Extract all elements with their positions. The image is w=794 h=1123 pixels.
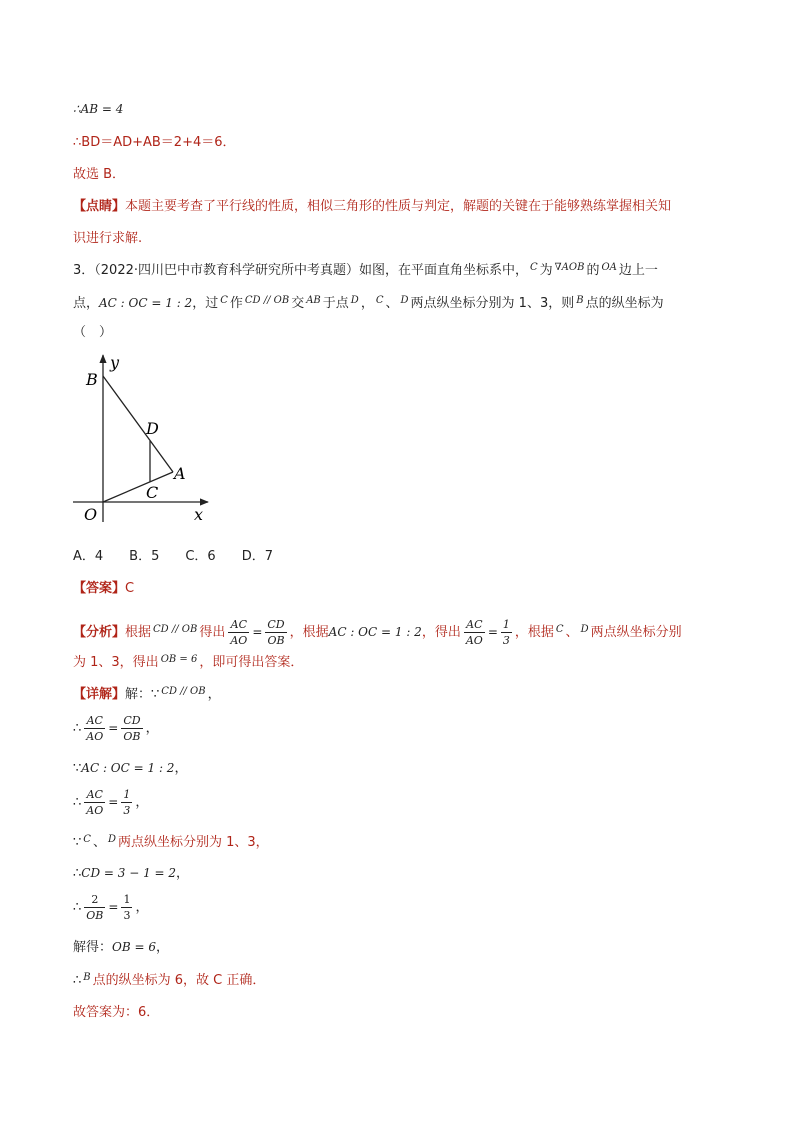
detail-text: ， <box>176 866 190 881</box>
detail-text: ， <box>207 687 221 702</box>
q-triangle-aob: ∇AOB <box>554 262 585 273</box>
frac-num: AC <box>228 617 249 633</box>
q-text: ，过 <box>192 296 219 311</box>
detail-text: 解：∵ <box>125 687 160 702</box>
expr-ab-4: ∴AB = 4 <box>73 102 124 116</box>
detail-text: 解得： <box>73 940 113 955</box>
q-text: 于点 <box>322 296 349 311</box>
var-d: D <box>107 834 116 845</box>
analysis-text: ，根据 <box>514 625 554 640</box>
frac-num: AC <box>84 713 105 729</box>
q-text: 边上一 <box>618 263 658 278</box>
q-text: 为 <box>539 263 553 278</box>
q-var-d: D <box>350 295 359 306</box>
detail-text: ， <box>156 940 170 955</box>
options-line: A．4 B．5 C．6 D．7 <box>73 549 273 564</box>
question-line-1 <box>73 262 658 281</box>
dianjing-tag: 【点睛】 <box>73 199 126 214</box>
analysis-text: 为 1、3，得出 <box>73 655 159 670</box>
detail-parallel: CD // OB <box>161 686 206 697</box>
label-y: y <box>110 353 120 372</box>
var-b: B <box>83 972 91 983</box>
equals-sign: = <box>108 900 119 914</box>
analysis-line-2 <box>73 654 303 673</box>
answer-value: C <box>125 581 135 596</box>
detail-line-8 <box>73 938 169 957</box>
detail-text: 两点纵坐标分别为 1、3， <box>117 835 269 850</box>
var-c: C <box>555 624 564 635</box>
equals-sign: = <box>108 721 119 735</box>
dianjing-text-1: 本题主要考查了平行线的性质，相似三角形的性质与判定，解题的关键在于能够熟练掌握相关知 <box>125 199 672 214</box>
question-blank: （ ） <box>73 325 113 340</box>
analysis-text: 、 <box>565 625 579 640</box>
segment-oa <box>103 472 173 502</box>
answer-line <box>73 580 134 598</box>
analysis-ratio: AC : OC = 1 : 2 <box>328 625 422 639</box>
question-intro: 3．（2022·四川巴中市教育科学研究所中考真题）如图，在平面直角坐标系中， <box>73 263 528 278</box>
detail-line-9 <box>73 972 265 991</box>
analysis-text: ，得出 <box>421 625 461 640</box>
analysis-parallel: CD // OB <box>153 624 198 635</box>
q-text: ， <box>360 296 374 311</box>
label-d: D <box>146 419 159 438</box>
q-var-c: C <box>530 262 538 273</box>
because-symbol: ∵ <box>73 761 82 776</box>
therefore-symbol: ∴ <box>73 973 82 988</box>
fraction-ac-ao <box>464 617 485 648</box>
analysis-line-1 <box>73 614 682 652</box>
segment-ba <box>103 376 173 472</box>
label-x: x <box>194 505 204 524</box>
dianjing-text-2: 识进行求解. <box>73 231 143 246</box>
q-text: 点， <box>73 296 100 311</box>
fraction-1-3 <box>501 617 512 648</box>
frac-num: 1 <box>502 618 510 631</box>
analysis-text: 得出 <box>199 625 226 640</box>
q-text: 作 <box>229 296 243 311</box>
frac-den: AO <box>465 634 483 647</box>
because-symbol: ∵ <box>73 835 82 850</box>
frac-den: OB <box>267 634 285 647</box>
q-text: 交 <box>291 296 305 311</box>
frac-num: 1 <box>123 893 131 906</box>
frac-num: 2 <box>84 892 105 908</box>
frac-den: AO <box>86 730 104 743</box>
frac-num: 1 <box>123 788 131 801</box>
detail-line-3 <box>73 759 187 778</box>
analysis-text: ，根据 <box>289 625 329 640</box>
frac-den: 3 <box>123 804 131 817</box>
frac-den: OB <box>86 909 104 922</box>
detail-text: 、 <box>92 835 106 850</box>
final-answer-line: 故答案为：6． <box>73 1005 160 1020</box>
analysis-text: 根据 <box>125 625 152 640</box>
q-text: 两点纵坐标分别为 1、3，则 <box>410 296 575 311</box>
label-c: C <box>146 483 159 502</box>
q-var-d: D <box>400 295 409 306</box>
detail-line-4 <box>73 784 148 821</box>
label-o: O <box>84 505 98 524</box>
expr-cd-2: CD = 3 − 1 = 2 <box>81 866 177 880</box>
detail-ratio: AC : OC = 1 : 2 <box>81 761 175 775</box>
q-text: 的 <box>586 263 600 278</box>
fraction-2-ob <box>84 892 105 923</box>
q-ratio: AC : OC = 1 : 2 <box>99 296 193 310</box>
frac-num: CD <box>267 618 285 631</box>
line-ab-equals-4 <box>73 100 123 119</box>
fraction-cd-ob <box>121 713 142 744</box>
q-var-ab: AB <box>306 295 321 306</box>
therefore-symbol: ∴ <box>73 795 82 810</box>
equals-sign: = <box>252 625 263 639</box>
q-text: 点的纵坐标为 <box>585 296 664 311</box>
detail-text: ， <box>145 721 159 736</box>
var-d: D <box>580 624 589 635</box>
detail-line-1 <box>73 686 221 705</box>
frac-num: AC <box>464 617 485 633</box>
analysis-tag: 【分析】 <box>73 625 126 640</box>
expr-ob-6: OB = 6 <box>160 654 198 665</box>
geometry-figure <box>70 350 220 530</box>
frac-num: CD <box>123 714 141 727</box>
answer-tag: 【答案】 <box>73 581 126 596</box>
detail-text: ， <box>174 761 188 776</box>
detail-conclusion: 点的纵坐标为 6，故 C 正确． <box>92 973 266 988</box>
analysis-text: ，即可得出答案． <box>199 655 304 670</box>
fraction-1-3 <box>121 892 132 923</box>
label-b: B <box>86 370 98 389</box>
detail-text: ， <box>135 900 149 915</box>
var-c: C <box>83 834 91 845</box>
equals-sign: = <box>487 625 498 639</box>
q-var-c: C <box>220 295 228 306</box>
frac-num: AC <box>84 787 105 803</box>
line-choose-b: 故选 B． <box>73 167 126 182</box>
line-bd-sum: ∴BD＝AD+AB＝2+4＝6． <box>73 135 236 150</box>
label-a: A <box>174 464 186 483</box>
q-var-oa: OA <box>601 262 617 273</box>
detail-tag: 【详解】 <box>73 687 126 702</box>
frac-den: AO <box>230 634 248 647</box>
fraction-ac-ao <box>84 787 105 818</box>
detail-line-6 <box>73 864 189 883</box>
fraction-ac-ao <box>228 617 249 648</box>
expr-ob-6: OB = 6 <box>112 940 156 954</box>
frac-den: 3 <box>123 909 131 922</box>
q-text: 、 <box>385 296 399 311</box>
analysis-text: 两点纵坐标分别 <box>590 625 682 640</box>
therefore-symbol: ∴ <box>73 866 82 881</box>
fraction-1-3 <box>121 787 132 818</box>
detail-text: ， <box>135 795 149 810</box>
q-var-c: C <box>375 295 384 306</box>
detail-line-5 <box>73 834 269 853</box>
q-parallel: CD // OB <box>244 295 290 306</box>
fraction-ac-ao <box>84 713 105 744</box>
frac-den: AO <box>86 804 104 817</box>
frac-den: 3 <box>502 634 510 647</box>
detail-line-7 <box>73 889 148 926</box>
fraction-cd-ob <box>265 617 286 648</box>
detail-line-2 <box>73 710 159 747</box>
question-line-2 <box>73 294 664 314</box>
therefore-symbol: ∴ <box>73 721 82 736</box>
q-var-b: B <box>576 295 584 306</box>
dianjing-line-1 <box>73 198 671 216</box>
equals-sign: = <box>108 795 119 809</box>
therefore-symbol: ∴ <box>73 900 82 915</box>
frac-den: OB <box>123 730 141 743</box>
